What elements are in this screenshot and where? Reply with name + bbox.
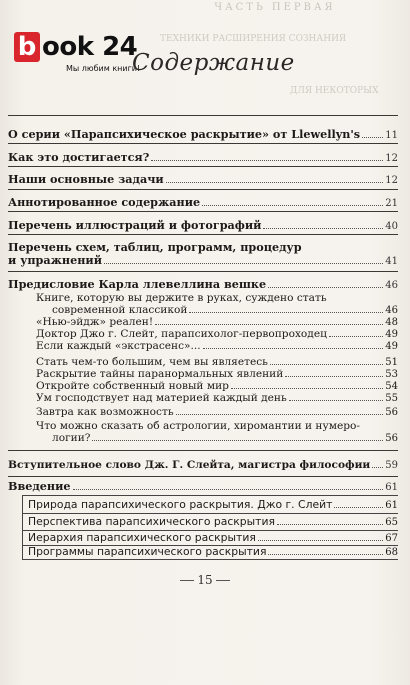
toc-entry-title: Перечень иллюстраций и фотографий [8,218,262,232]
toc-entry-page: 46 [385,280,398,291]
toc-subentry [36,433,398,444]
divider [22,495,398,496]
divider [8,115,398,116]
toc-entry [8,219,398,233]
toc-subentry-title: Завтра как возможность [36,406,174,418]
page-number [130,573,280,587]
toc-subentry-page: 53 [385,369,398,380]
toc-entry-title: Аннотированное содержание [8,195,201,209]
toc-entry-title: Введение [8,479,71,493]
toc-entry-page: 12 [385,175,398,186]
toc-entry [8,459,398,472]
toc-subentry [22,532,398,545]
logo-tagline: Мы любим книги! [66,64,141,73]
toc-subentry [36,407,398,418]
toc-subentry [36,369,398,380]
toc-subentry-title: Откройте собственный новый мир [36,380,229,392]
toc-subentry-title: Раскрытие тайны паранормальных явлений [36,368,284,380]
toc-entry [8,128,398,142]
toc-subentry-title: «Нью-эйдж» реален! [36,316,154,328]
toc-subentry-title: Ум господствует над материей каждый день [36,392,287,404]
toc-subentry-title: Если каждый «экстрасенс»... [36,340,201,352]
toc-entry-title-line2: и упражнений [8,253,103,267]
toc-subentry-title: Перспектива парапсихического раскрытия [28,515,275,528]
divider [8,211,398,212]
toc-entry-page: 41 [385,256,398,267]
toc-subentry-page: 68 [385,547,398,558]
divider [8,143,398,144]
toc-entry-title: Как это достигается? [8,150,150,164]
toc-subentry-title: Доктор Джо г. Слейт, парапсихолог-первопроходец [36,328,327,340]
book24-logo [14,30,144,80]
toc-subentry-page: 48 [385,317,398,328]
divider [8,476,398,477]
toc-subentry-page: 56 [385,407,398,418]
toc-entry-page: 21 [385,198,398,209]
bleed-through-text: ДЛЯ НЕКОТОРЫХ [290,86,379,96]
bleed-through-text: ЧАСТЬ ПЕРВАЯ [214,2,336,13]
toc-entry [8,241,398,268]
toc-subentry-title: Стать чем-то большим, чем вы являетесь [36,356,268,368]
toc-entry [8,173,398,187]
toc-subentry-page: 65 [385,517,398,528]
divider [8,166,398,167]
toc-subentry-page: 49 [385,341,398,352]
toc-subentry [36,329,398,340]
toc-subentry [22,516,398,529]
logo-word: ook 24 [42,32,138,62]
toc-entry-page: 59 [385,460,398,471]
divider [22,559,398,560]
divider [8,189,398,190]
toc-entry-page: 12 [385,153,398,164]
divider [22,513,398,514]
toc-entry [8,480,398,494]
toc-subentry [36,421,398,432]
toc-subentry-page: 54 [385,381,398,392]
toc-entry-page: 11 [385,130,398,141]
toc-subentry-page: 55 [385,393,398,404]
toc-subentry-page: 56 [385,433,398,444]
toc-subentry-page: 51 [385,357,398,368]
toc-subentry-page: 46 [385,305,398,316]
toc-entry-title: Вступительное слово Дж. Г. Слейта, магистра философии [8,459,371,471]
bleed-through-text: ТЕХНИКИ РАСШИРЕНИЯ СОЗНАНИЯ [160,34,347,44]
toc-entry-title: Наши основные задачи [8,172,164,186]
toc-subentry [36,305,398,316]
toc-subentry-page: 67 [385,533,398,544]
toc-subentry-title-line1: Книге, которую вы держите в руках, суждено стать [36,292,327,304]
toc-entry-title: Предисловие Карла ллевеллина вешке [8,277,267,291]
toc-subentry [36,381,398,392]
divider [8,234,398,235]
logo-letter: b [14,32,40,62]
toc-subentry [36,357,398,368]
toc-entry-title-line1: Перечень схем, таблиц, программ, процедур [8,240,302,254]
toc-entry-page: 40 [385,221,398,232]
toc-entry-page: 61 [385,482,398,493]
toc-subentry [22,499,398,512]
toc-entry [8,278,398,292]
toc-subentry-title: Природа парапсихического раскрытия. Джо г. Слейт [28,498,333,511]
page-title: Содержание [132,50,295,76]
toc-subentry [36,293,398,304]
toc-entry-title: О серии «Парапсихическое раскрытие» от Llewellyn's [8,127,361,141]
toc-subentry [36,341,398,352]
toc-subentry [36,393,398,404]
toc-subentry [22,546,398,559]
toc-subentry-title: Иерархия парапсихического раскрытия [28,531,256,544]
toc-subentry-title-line2: логии? [52,432,91,444]
toc-subentry-page: 61 [385,500,398,511]
toc-subentry [36,317,398,328]
toc-entry [8,151,398,165]
toc-subentry-title-line2: современной классикой [52,304,188,316]
toc-subentry-title: Программы парапсихического раскрытия [28,545,267,558]
divider [8,450,398,451]
toc-subentry-page: 49 [385,329,398,340]
toc-subentry-title-line1: Что можно сказать об астрологии, хиромантии и нумеро- [36,420,360,432]
toc-entry [8,196,398,210]
page-number-value: 15 [197,573,213,587]
divider [8,271,398,272]
